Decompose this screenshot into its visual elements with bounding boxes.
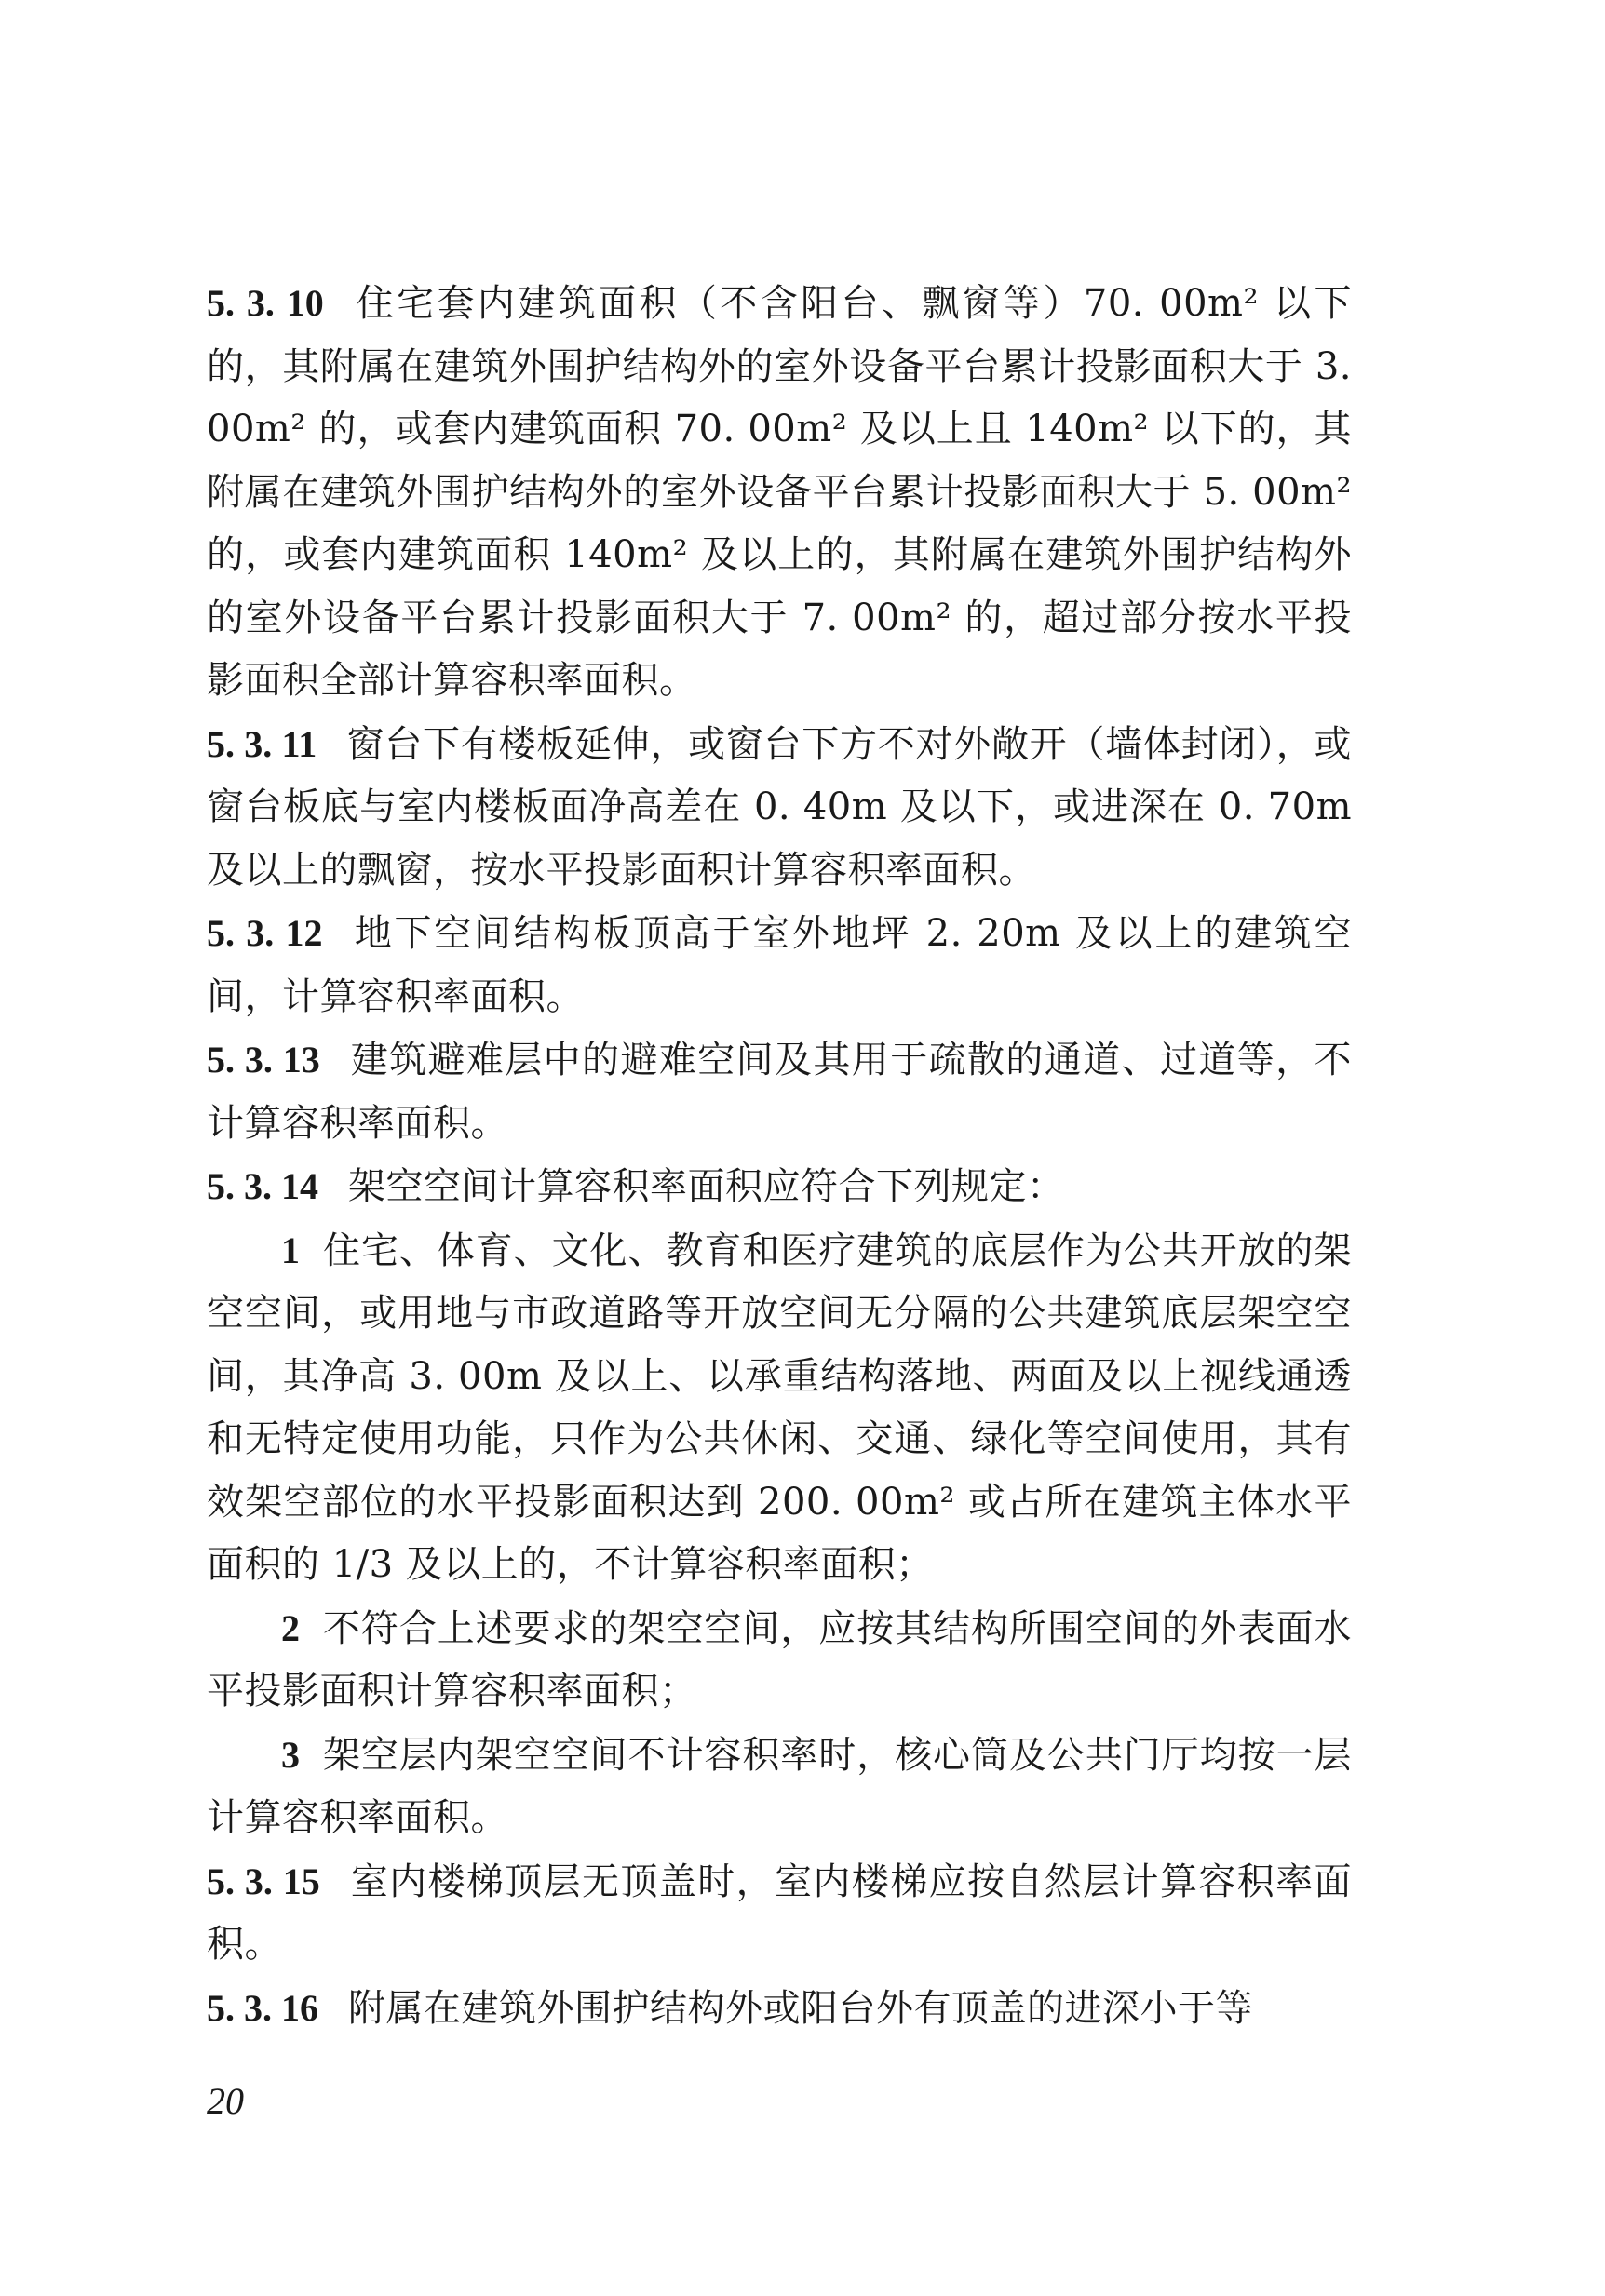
clause-text: 住宅套内建筑面积（不含阳台、飘窗等）70. 00m² 以下的，其附属在建筑外围护结构外的室外设备平台累计投影面积大于 3. 00m² 的，或套内建筑面积 70. 00m² 及以上且 140m² 以下的，其附属在建筑外围护结构外的室外设备平台累计投影面积大于 5. 00m² 的，或套内建筑面积 140m² 及以上的，其附属在建筑外围护结构外的室外设备平台累计投影面积大于 7. 00m² 的，超过部分按水平投影面积全部计算容积率面积。 <box>207 282 1353 702</box>
item-text: 不符合上述要求的架空空间，应按其结构所围空间的外表面水平投影面积计算容积率面积； <box>207 1606 1352 1712</box>
body-text <box>207 272 1352 2040</box>
clause-text: 地下空间结构板顶高于室外地坪 2. 20m 及以上的建筑空间，计算容积率面积。 <box>207 912 1353 1018</box>
clause-text: 建筑避难层中的避难空间及其用于疏散的通道、过道等，不计算容积率面积。 <box>207 1039 1353 1145</box>
clause-5-3-10 <box>207 272 1352 713</box>
clause-5-3-11 <box>207 713 1352 903</box>
page-number: 20 <box>207 2080 244 2122</box>
clause-text: 窗台下有楼板延伸，或窗台下方不对外敞开（墙体封闭），或窗台板底与室内楼板面净高差在 0. 40m 及以下，或进深在 0. 70m 及以上的飘窗，按水平投影面积计算容积率面积。 <box>207 722 1353 892</box>
clause-number: 5. 3. 15 <box>207 1860 320 1902</box>
clause-number: 5. 3. 11 <box>207 722 317 765</box>
item-number: 3 <box>281 1733 301 1776</box>
item-text: 架空层内架空空间不计容积率时，核心筒及公共门厅均按一层计算容积率面积。 <box>207 1733 1352 1839</box>
clause-5-3-15 <box>207 1850 1352 1977</box>
clause-5-3-14-item-3 <box>207 1724 1352 1850</box>
item-text: 住宅、体育、文化、教育和医疗建筑的底层作为公共开放的架空空间，或用地与市政道路等开放空间无分隔的公共建筑底层架空空间，其净高 3. 00m 及以上、以承重结构落地、两面及以上视线通透和无特定使用功能，只作为公共休闲、交通、绿化等空间使用，其有效架空部位的水平投影面积达到 200. 00m² 或占所在建筑主体水平面积的 1/3 及以上的，不计算容积率面积； <box>207 1229 1352 1586</box>
clause-5-3-14-item-1 <box>207 1219 1352 1597</box>
item-number: 2 <box>281 1606 301 1649</box>
clause-text: 架空空间计算容积率面积应符合下列规定： <box>348 1165 1065 1208</box>
clause-number: 5. 3. 12 <box>207 912 323 954</box>
clause-number: 5. 3. 16 <box>207 1986 318 2029</box>
clause-number: 5. 3. 10 <box>207 282 324 324</box>
clause-5-3-13 <box>207 1028 1352 1155</box>
clause-5-3-16 <box>207 1977 1352 2041</box>
clause-text: 室内楼梯顶层无顶盖时，室内楼梯应按自然层计算容积率面积。 <box>207 1860 1353 1966</box>
clause-5-3-14-item-2 <box>207 1597 1352 1724</box>
clause-number: 5. 3. 13 <box>207 1039 320 1081</box>
clause-5-3-14 <box>207 1155 1352 1219</box>
item-number: 1 <box>281 1229 301 1271</box>
clause-number: 5. 3. 14 <box>207 1165 318 1207</box>
clause-text: 附属在建筑外围护结构外或阳台外有顶盖的进深小于等 <box>348 1986 1253 2030</box>
clause-5-3-12 <box>207 902 1352 1028</box>
